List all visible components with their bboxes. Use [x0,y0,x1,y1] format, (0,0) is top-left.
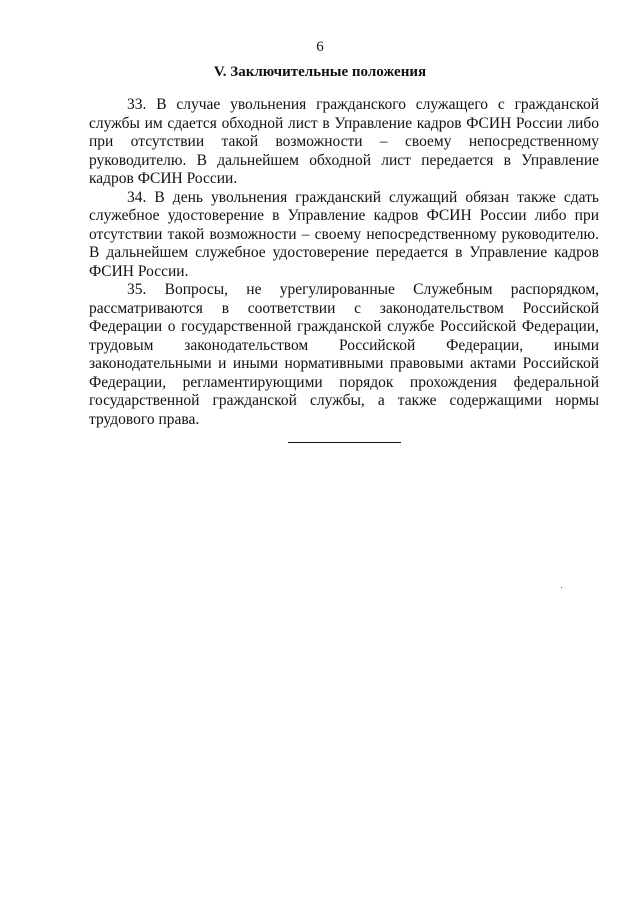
section-title: V. Заключительные положения [213,64,427,80]
page-number: 6 [316,39,324,55]
document-body [89,96,599,429]
paragraph-34: 34. В день увольнения гражданский служащий обязан также сдать служебное удостоверение в Управление кадров ФСИН России либо при отсутствии такой возможности – своему непосредственному руководителю. В дальнейшем служебное удостоверение передается в Управление кадров ФСИН России. [89,188,599,280]
paragraph-33: 33. В случае увольнения гражданского служащего с гражданской службы им сдается обходной лист в Управление кадров ФСИН России либо при отсутствии такой возможности – своему непосредственному руководителю. В дальнейшем обходной лист передается в Управление кадров ФСИН России. [89,96,599,187]
scan-speck [561,587,562,588]
closing-separator-line [288,442,401,443]
paragraph-35: 35. Вопросы, не урегулированные Служебным распорядком, рассматриваются в соответствии с законодательством Российской Федерации о государственной гражданской службе Российской Федерации, трудовым законодательством Российской Федерации, иными законодательными и иными нормативными правовыми актами Российской Федерации, регламентирующими порядок прохождения федеральной государственной гражданской службы, а также содержащими нормы трудового права. [89,281,599,428]
